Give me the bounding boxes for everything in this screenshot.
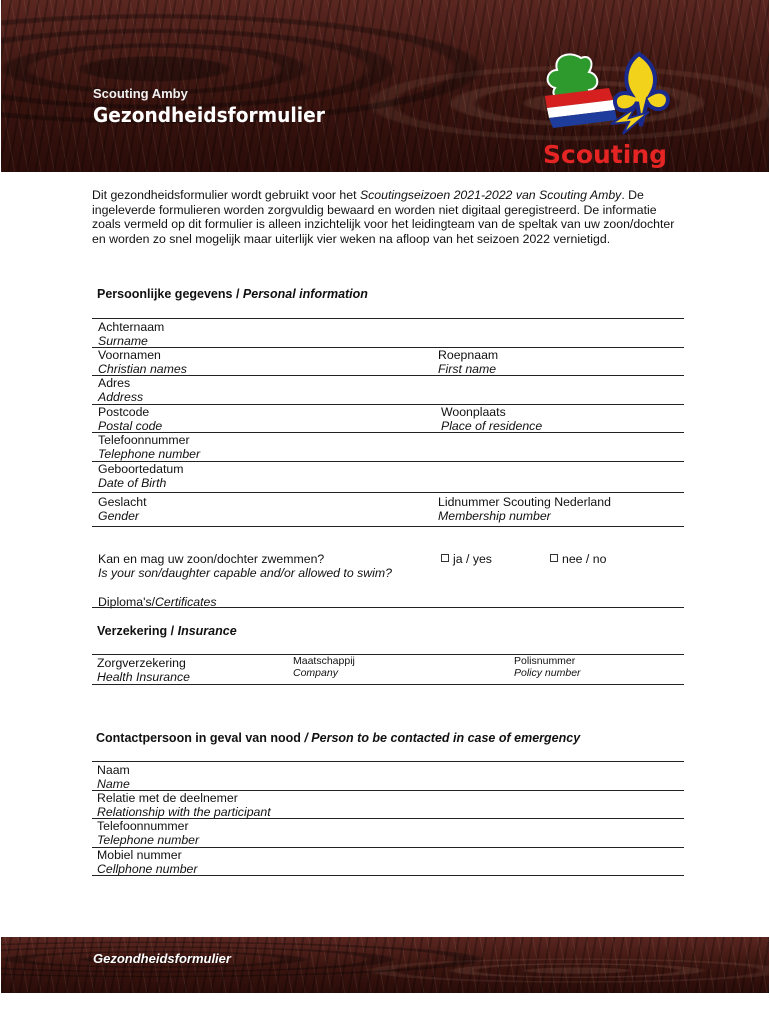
insurance-section-heading: [97, 624, 237, 638]
membership-label: Lidnummer Scouting Nederland: [438, 495, 611, 509]
membership-field[interactable]: [438, 495, 611, 523]
swim-no-checkbox[interactable]: [550, 552, 606, 566]
divider: [92, 684, 684, 685]
contact-telephone-field[interactable]: [97, 819, 199, 847]
insurance-heading-nl: Verzekering /: [97, 624, 178, 638]
swim-yes-label: ja / yes: [453, 552, 492, 566]
residence-label: Woonplaats: [441, 405, 506, 419]
checkbox-icon: [441, 554, 449, 562]
insurance-heading-en: Insurance: [177, 624, 237, 638]
christian-names-label-en: Christian names: [98, 362, 187, 377]
personal-section-heading: [97, 287, 368, 301]
mobile-label-en: Cellphone number: [97, 862, 198, 877]
policy-number-label: Polisnummer: [514, 655, 576, 667]
emergency-heading-en: / Person to be contacted in case of emergency: [304, 731, 581, 745]
swim-question-en: Is your son/daughter capable and/or allowed to swim?: [98, 566, 392, 581]
birth-date-field[interactable]: [98, 462, 183, 490]
gender-label: Geslacht: [98, 495, 147, 509]
relation-label: Relatie met de deelnemer: [97, 791, 238, 805]
relation-field[interactable]: [97, 791, 271, 819]
divider: [92, 404, 684, 405]
emergency-heading-nl: Contactpersoon in geval van nood: [96, 731, 305, 745]
first-name-field[interactable]: [438, 348, 498, 376]
divider: [92, 875, 684, 876]
address-label-en: Address: [98, 390, 144, 405]
diplomas-label-en: Certificates: [155, 595, 217, 609]
membership-label-en: Membership number: [438, 509, 551, 524]
surname-label-en: Surname: [98, 334, 148, 349]
swim-question: [98, 552, 392, 580]
health-insurance-label-en: Health Insurance: [97, 670, 190, 685]
swim-question-nl: Kan en mag uw zoon/dochter zwemmen?: [98, 552, 325, 566]
address-field[interactable]: [98, 376, 143, 404]
christian-names-label: Voornamen: [98, 348, 161, 362]
divider: [92, 318, 684, 319]
policy-number-field[interactable]: [514, 656, 581, 679]
postal-code-label: Postcode: [98, 405, 150, 419]
footer-title: Gezondheidsformulier: [93, 951, 231, 966]
page-title: Gezondheidsformulier: [93, 103, 325, 127]
gender-label-en: Gender: [98, 509, 140, 524]
intro-emphasis: Scoutingseizoen 2021-2022 van Scouting Amby: [359, 188, 622, 202]
residence-field[interactable]: [441, 405, 542, 433]
contact-name-label-en: Name: [97, 777, 130, 792]
organization-name: Scouting Amby: [93, 86, 188, 101]
postal-code-label-en: Postal code: [98, 419, 163, 434]
mobile-field[interactable]: [97, 848, 198, 876]
scouting-lily-icon: [539, 48, 689, 148]
divider: [92, 492, 684, 493]
personal-heading-nl: Persoonlijke gegevens /: [97, 287, 243, 301]
logo-wordmark: Scouting: [543, 140, 668, 169]
intro-text-1: Dit gezondheidsformulier wordt gebruikt voor het: [92, 188, 360, 202]
gender-field[interactable]: [98, 495, 147, 523]
birth-date-label: Geboortedatum: [98, 462, 184, 476]
health-insurance-label: Zorgverzekering: [97, 656, 186, 670]
mobile-label: Mobiel nummer: [97, 848, 182, 862]
address-label: Adres: [98, 376, 131, 390]
surname-field[interactable]: [98, 320, 164, 348]
first-name-label: Roepnaam: [438, 348, 499, 362]
contact-telephone-label-en: Telephone number: [97, 833, 200, 848]
health-insurance-field[interactable]: [97, 656, 190, 684]
contact-name-field[interactable]: [97, 763, 130, 791]
relation-label-en: Relationship with the participant: [97, 805, 271, 820]
intro-paragraph: [92, 188, 682, 246]
telephone-label-en: Telephone number: [98, 447, 201, 462]
header-banner: [1, 0, 769, 172]
birth-date-label-en: Date of Birth: [98, 476, 167, 491]
postal-code-field[interactable]: [98, 405, 162, 433]
contact-name-label: Naam: [97, 763, 130, 777]
residence-label-en: Place of residence: [441, 419, 543, 434]
diplomas-label: Diploma's/: [98, 595, 156, 609]
footer-banner: [1, 937, 769, 993]
emergency-section-heading: [96, 731, 580, 745]
personal-heading-en: Personal information: [242, 287, 368, 301]
divider: [92, 375, 684, 376]
surname-label: Achternaam: [98, 320, 165, 334]
divider: [92, 607, 684, 608]
first-name-label-en: First name: [438, 362, 497, 377]
contact-telephone-label: Telefoonnummer: [97, 819, 189, 833]
checkbox-icon: [550, 554, 558, 562]
company-label-en: Company: [293, 666, 338, 679]
scouting-logo: [539, 48, 689, 172]
policy-number-label-en: Policy number: [514, 666, 581, 679]
divider: [92, 526, 684, 527]
divider: [92, 654, 684, 655]
christian-names-field[interactable]: [98, 348, 187, 376]
telephone-label: Telefoonnummer: [98, 433, 190, 447]
swim-yes-checkbox[interactable]: [441, 552, 492, 566]
swim-no-label: nee / no: [562, 552, 607, 566]
divider: [92, 761, 684, 762]
telephone-field[interactable]: [98, 433, 200, 461]
intro-text-2: . De ingeleverde formulieren worden zorgvuldig bewaard en worden niet digitaal geregistreerd. De informatie zoals vermeld op dit formulier is alleen inzichtelijk voor het leidingteam van de speltak van uw zoon/dochter en worden zo snel mogelijk maar uiterlijk vier weken na afloop van het seizoen 2022 vernietigd.: [92, 188, 675, 246]
company-field[interactable]: [293, 656, 355, 679]
company-label: Maatschappij: [293, 655, 355, 667]
